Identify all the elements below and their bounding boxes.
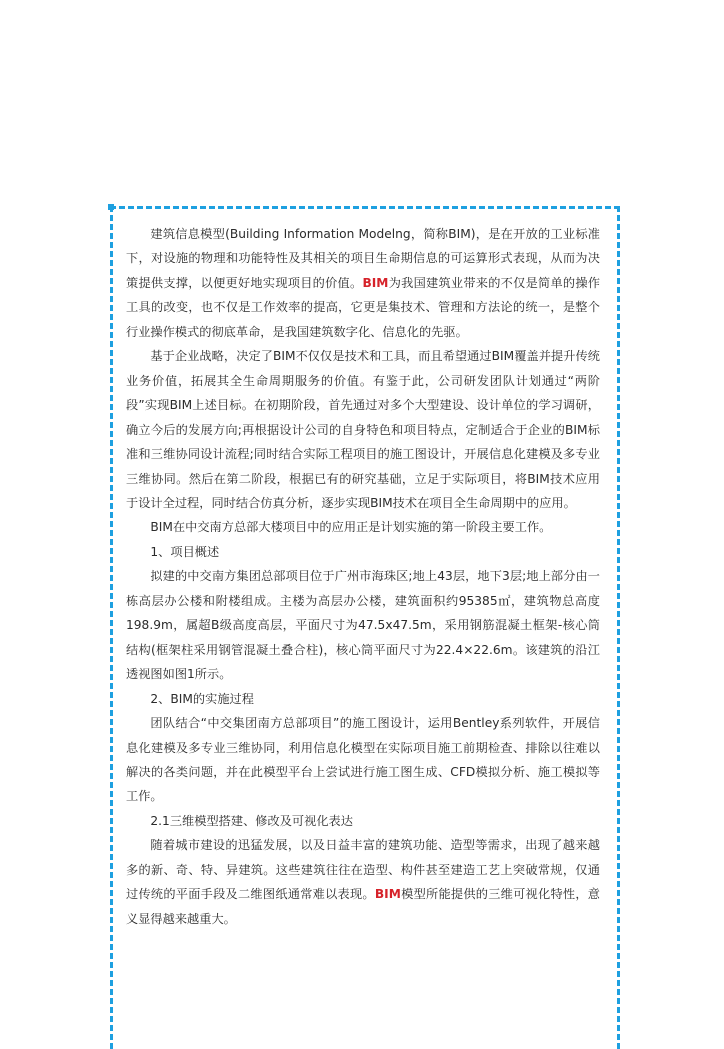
subsection-heading-modeling: 2.1三维模型搭建、修改及可视化表达 [150, 813, 353, 828]
paragraph-implementation: 团队结合“中交集团南方总部项目”的施工图设计，运用Bentley系列软件，开展信息化建模及多专业三维协同，利用信息化模型在实际项目施工前期检查、排除以往难以解决的各类问题，并在此模型平台上尝试进行施工图生成、CFD模拟分析、施工模拟等工作。 [126, 716, 600, 804]
paragraph-strategy: 基于企业战略，决定了BIM不仅仅是技术和工具，而且希望通过BIM覆盖并提升传统业务价值，拓展其全生命周期服务的价值。有鉴于此，公司研发团队计划通过“两阶段”实现BIM上述目标。在初期阶段，首先通过对多个大型建设、设计单位的学习调研，确立今后的发展方向;再根据设计公司的自身特色和项目特点，定制适合于企业的BIM标准和三维协同设计流程;同时结合实际工程项目的施工图设计，开展信息化建模及多专业三维协同。然后在第二阶段，根据已有的研究基础，立足于实际项目，将BIM技术应用于设计全过程，同时结合仿真分析，逐步实现BIM技术在项目全生命周期中的应用。 [126, 349, 600, 510]
paragraph-intro [126, 222, 600, 344]
intro-text-part2: 为我国建筑业带来的不仅是简单的操作工具的改变，也不仅是工作效率的提高，它更是集技术、管理和方法论的统一，是整个行业操作模式的彻底革命，是我国建筑数字化、信息化的先驱。 [126, 275, 600, 339]
bim-highlight: BIM [362, 275, 389, 290]
section-heading-implementation: 2、BIM的实施过程 [150, 691, 254, 706]
paragraph-project-overview: 拟建的中交南方集团总部项目位于广州市海珠区;地上43层，地下3层;地上部分由一栋高层办公楼和附楼组成。主楼为高层办公楼，建筑面积约95385㎡，建筑物总高度198.9m，属超B级高度高层，平面尺寸为47.5x47.5m，采用钢筋混凝土框架-核心筒结构(框架柱采用钢管混凝土叠合柱)，核心筒平面尺寸为22.4×22.6m。该建筑的沿江透视图如图1所示。 [126, 569, 600, 682]
bim-highlight: BIM [374, 887, 401, 902]
paragraph-first-stage: BIM在中交南方总部大楼项目中的应用正是计划实施的第一阶段主要工作。 [150, 520, 552, 535]
modeling-text-part1: 随着城市建设的迅猛发展，以及日益丰富的建筑功能、造型等需求，出现了越来越多的新、奇、特、异建筑。这些建筑往往在造型、构件甚至建造工艺上突破常规，仅通过传统的平面手段及二维图纸通常难以表现。 [126, 838, 600, 902]
section-heading-overview: 1、项目概述 [150, 544, 220, 559]
modeling-text-part2: 模型所能提供的三维可视化特性，意义显得越来越重大。 [126, 887, 600, 926]
paragraph-modeling [126, 833, 600, 931]
intro-text-part1: 建筑信息模型(Building Information Modelng，简称BIM)，是在开放的工业标准下，对设施的物理和功能特性及其相关的项目生命期信息的可运算形式表现，从而为决策提供支撑，以便更好地实现项目的价值。 [126, 227, 600, 290]
document-body [126, 222, 600, 931]
